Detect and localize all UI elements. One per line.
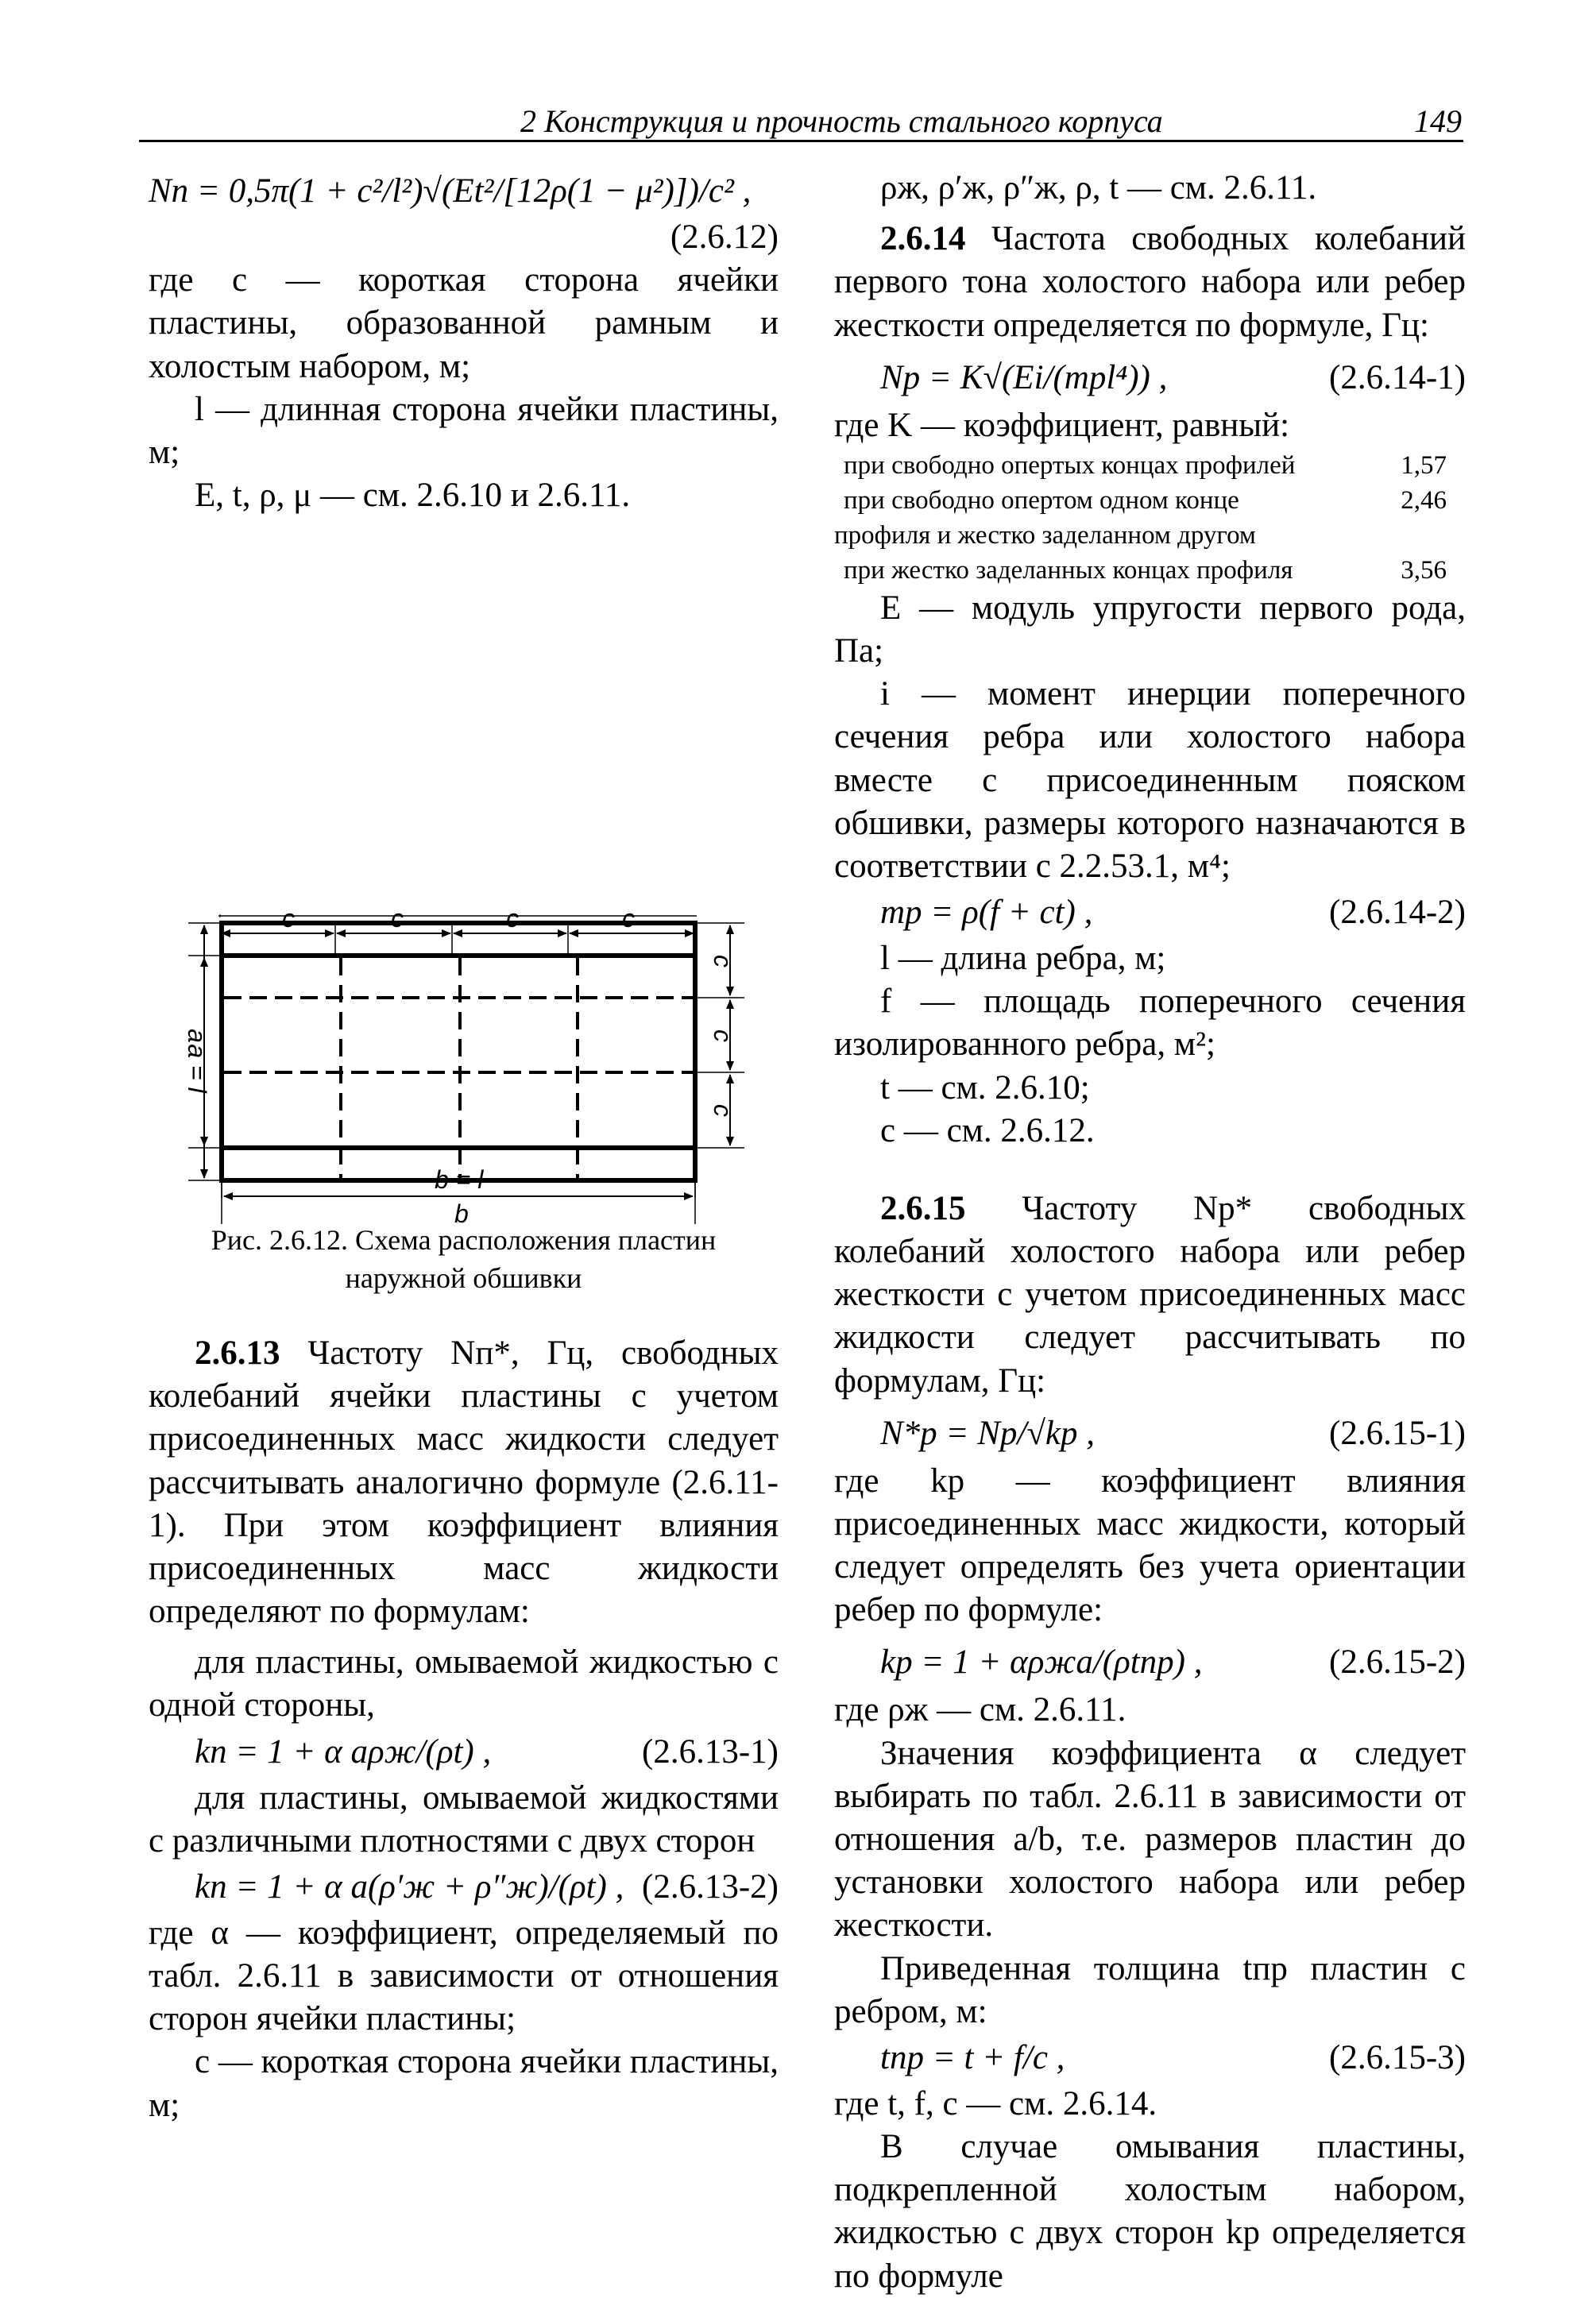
- formula-2-6-12: [149, 167, 779, 216]
- dim-label-a: a: [183, 1029, 211, 1043]
- dim-label-b-eq-l: b = l: [435, 1165, 484, 1194]
- dim-label-c-4: c: [622, 904, 635, 933]
- dim-label-c-2: c: [391, 904, 404, 933]
- formula-text: kп = 1 + α aρж/(ρt) ,: [195, 1732, 492, 1771]
- last-paragraph: В случае омывания пластины, подкрепленной холостым набором, жидкостью с двух сторон kр определяется по формуле: [834, 2128, 1466, 2295]
- coefficient-list: [834, 447, 1466, 587]
- formula-text: Nп = 0,5π(1 + c²/l²)√(Et²/[12ρ(1 − μ²)])/c² ,: [149, 172, 752, 210]
- section-text: Частоту Nп*, Гц, свободных колебаний ячейки пластины с учетом присоединенных масс жидкости следует рассчитывать аналогично формуле (2.6.11-1). При этом коэффициент влияния присоединенных масс жидкости определяют по формулам:: [149, 1334, 779, 1631]
- coefficient-row: [834, 517, 1466, 552]
- coefficient-text: при свободно опертых концах профилей: [844, 450, 1296, 480]
- coefficient-row: [834, 482, 1466, 517]
- section-text: Частота свободных колебаний первого тона холостого набора или ребер жесткости определяется по формуле, Гц:: [834, 220, 1467, 344]
- formula-text: mр = ρ(f + ct) ,: [880, 894, 1093, 932]
- formula-number: (2.6.12): [670, 218, 779, 256]
- tpr-text: Приведенная толщина tпр пластин с ребром, м:: [834, 1949, 1466, 2030]
- definition-l-rib: l — длина ребра, м;: [880, 940, 1166, 978]
- definition-t: t — см. 2.6.10;: [880, 1068, 1090, 1107]
- formula-number: (2.6.13-1): [642, 1732, 779, 1771]
- definition-rho: где ρж — см. 2.6.11.: [834, 1691, 1126, 1729]
- definition-t-f-c: где t, f, c — см. 2.6.14.: [834, 2084, 1157, 2122]
- formula-2-6-13-1: [149, 1728, 779, 1777]
- section-number: 2.6.13: [195, 1334, 280, 1373]
- formula-2-6-15-2: [834, 1632, 1466, 1689]
- formula-number: (2.6.14-2): [1329, 894, 1466, 932]
- definition-l: l — длинная сторона ячейки пластины, м;: [149, 390, 779, 471]
- formula-number: (2.6.15-2): [1329, 1643, 1466, 1682]
- formula-number: (2.6.15-3): [1329, 2038, 1466, 2076]
- right-column: [834, 167, 1466, 2298]
- section-2-6-13: [149, 1332, 779, 1633]
- two-sides-text: для пластины, омываемой жидкостями с различными плотностями с двух сторон: [149, 1779, 779, 1860]
- formula-number: (2.6.14-1): [1329, 358, 1466, 396]
- definition-f: f — площадь поперечного сечения изолированного ребра, м²;: [834, 983, 1466, 1064]
- coefficient-text: профиля и жестко заделанном другом: [834, 520, 1256, 550]
- definition-kp: где kр — коэффициент влияния присоединенных масс жидкости, который следует определять без учета ориентации ребер по формуле:: [834, 1462, 1466, 1629]
- formula-text: kп = 1 + α a(ρ′ж + ρ″ж)/(ρt) ,: [195, 1867, 624, 1906]
- definition-k: где K — коэффициент, равный:: [834, 406, 1290, 444]
- dim-label-a-eq-l: a = l: [183, 1044, 211, 1093]
- figure-caption: Рис. 2.6.12. Схема расположения пластин наружной обшивки: [211, 1224, 717, 1294]
- coefficient-row: [834, 552, 1466, 587]
- formula-text: kр = 1 + αρжa/(ρtпр) ,: [880, 1643, 1203, 1682]
- formula-2-6-15-1: [834, 1403, 1466, 1460]
- section-text: Частоту Nр* свободных колебаний холостого набора или ребер жесткости с учетом присоединенных масс жидкости следует рассчитывать по формулам, Гц:: [834, 1189, 1466, 1400]
- dim-label-c-3: c: [506, 904, 519, 933]
- section-number: 2.6.14: [880, 220, 966, 258]
- definition-c-short: c — короткая сторона ячейки пластины, м;: [149, 2043, 779, 2124]
- coefficient-row: [834, 447, 1466, 482]
- formula-number: (2.6.15-1): [1329, 1414, 1466, 1452]
- left-column-lower: [149, 1217, 779, 2127]
- page-number: 149: [1414, 103, 1462, 139]
- alpha-text: Значения коэффициента α следует выбирать по табл. 2.6.11 в зависимости от отношения a/b, т.е. размеров пластин до установки холостого набора или ребер жесткости.: [834, 1734, 1466, 1945]
- coefficient-value: 3,56: [1401, 555, 1447, 585]
- rho-reference: ρж, ρ′ж, ρ″ж, ρ, t — см. 2.6.11.: [880, 169, 1317, 207]
- definition-c-ref: c — см. 2.6.12.: [880, 1111, 1095, 1149]
- section-number: 2.6.15: [880, 1189, 966, 1227]
- formula-2-6-15-3: [834, 2033, 1466, 2083]
- coefficient-value: 2,46: [1401, 485, 1447, 515]
- dim-label-c-1: c: [282, 904, 295, 933]
- definition-i: i — момент инерции поперечного сечения ребра или холостого набора вместе с присоединенным пояском обшивки, размеры которого назначаются в соответствии с 2.2.53.1, м⁴;: [834, 675, 1466, 885]
- definition-c: где c — короткая сторона ячейки пластины, образованной рамным и холостым набором, м;: [149, 261, 779, 385]
- definition-alpha: где α — коэффициент, определяемый по табл. 2.6.11 в зависимости от отношения сторон ячейки пластины;: [149, 1914, 779, 2038]
- dim-label-c-7: c: [709, 1104, 737, 1117]
- one-side-text: для пластины, омываемой жидкостью с одной стороны,: [149, 1643, 779, 1724]
- plate-scheme-diagram-2: [149, 913, 779, 1207]
- formula-2-6-14-2: [834, 888, 1466, 937]
- formula-2-6-13-2: [149, 1863, 779, 1912]
- section-2-6-15: [834, 1188, 1466, 1403]
- formula-2-6-14-1: [834, 347, 1466, 404]
- formula-number: (2.6.13-2): [642, 1867, 779, 1906]
- formula-text: N*р = Nр/√kр ,: [880, 1414, 1096, 1452]
- formula-text: Nр = K√(Ei/(mрl⁴)) ,: [880, 358, 1168, 396]
- definition-e: E — модуль упругости первого рода, Па;: [834, 589, 1466, 670]
- header-title: 2 Конструкция и прочность стального корпуса: [520, 103, 1163, 139]
- coefficient-text: при жестко заделанных концах профиля: [844, 555, 1293, 585]
- dim-label-b: b: [454, 1199, 469, 1225]
- formula-text: tпр = t + f/c ,: [880, 2038, 1065, 2076]
- dim-label-c-6: c: [709, 1029, 737, 1042]
- running-header: [139, 102, 1463, 142]
- coefficient-value: 1,57: [1401, 450, 1447, 480]
- section-2-6-14: [834, 218, 1466, 347]
- dim-label-c-5: c: [709, 955, 737, 967]
- definition-e-t-rho-mu: E, t, ρ, μ — см. 2.6.10 и 2.6.11.: [195, 477, 631, 515]
- coefficient-text: при свободно опертом одном конце: [844, 485, 1239, 515]
